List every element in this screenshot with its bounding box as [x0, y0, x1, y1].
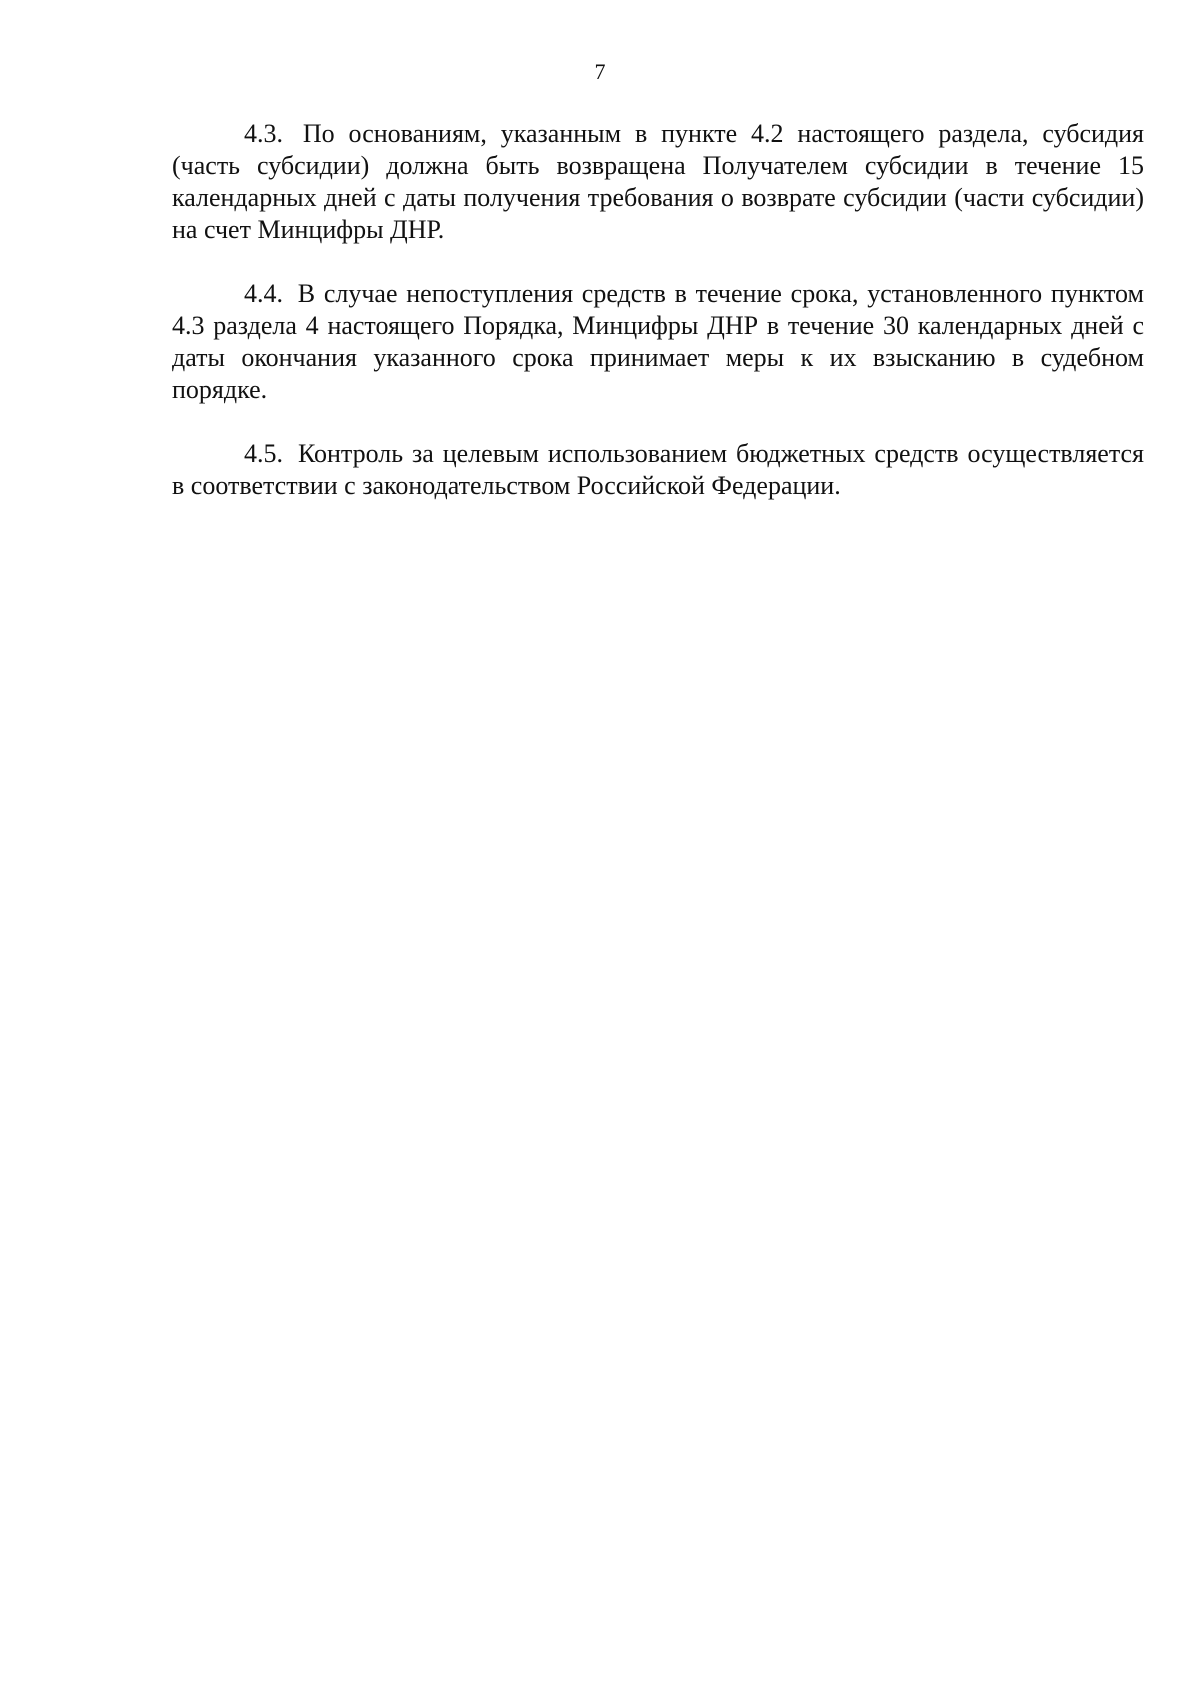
paragraph-4-4: [172, 278, 1144, 406]
page-number: 7: [594, 59, 606, 84]
paragraph-number: 4.4.: [244, 279, 283, 308]
paragraph-text: Контроль за целевым использованием бюджетных средств осуществляется в соответствии с законодательством Российской Федерации.: [172, 439, 1145, 500]
paragraph-number: 4.5.: [244, 439, 283, 468]
paragraph-text: По основаниям, указанным в пункте 4.2 настоящего раздела, субсидия (часть субсидии) должна быть возвращена Получателем субсидии в течение 15 календарных дней с даты получения требования о возврате субсидии (части субсидии) на счет Минцифры ДНР.: [172, 119, 1145, 244]
paragraph-4-5: [172, 438, 1144, 502]
paragraph-text: В случае непоступления средств в течение срока, установленного пунктом 4.3 раздела 4 настоящего Порядка, Минцифры ДНР в течение 30 календарных дней с даты окончания указанного срока принимает меры к их взысканию в судебном порядке.: [172, 279, 1145, 404]
document-body: [172, 118, 1144, 534]
paragraph-number: 4.3.: [244, 119, 283, 148]
paragraph-4-3: [172, 118, 1144, 246]
